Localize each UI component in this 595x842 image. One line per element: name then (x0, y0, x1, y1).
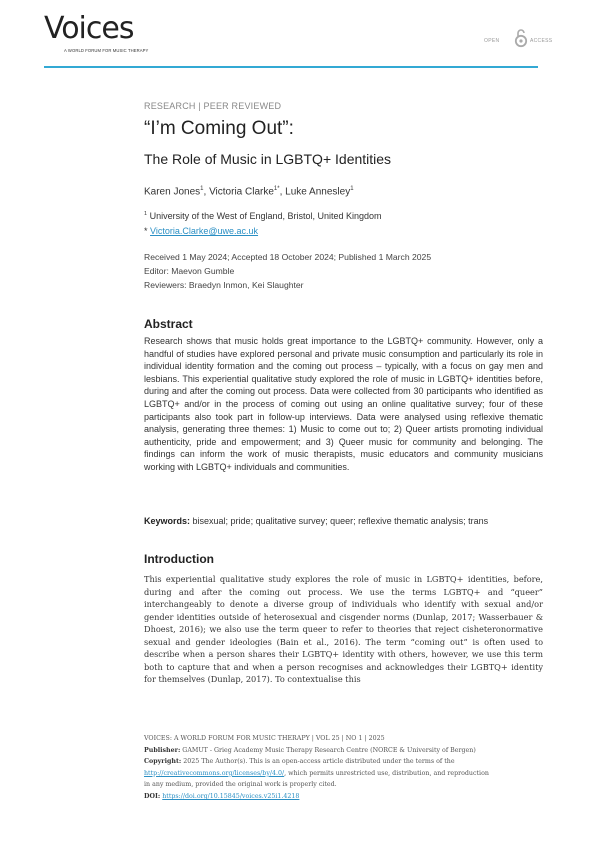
open-access-label-right: ACCESS (530, 38, 553, 44)
article-dates: Received 1 May 2024; Accepted 18 October 2024; Published 1 March 2025 (144, 252, 432, 262)
author-affiliation-mark: 1 (200, 186, 204, 192)
corresponding-email (144, 226, 258, 236)
page-footer (144, 733, 544, 803)
journal-logo: Voices (44, 11, 134, 46)
keywords-label: Keywords: (144, 516, 191, 526)
author-list (144, 186, 354, 197)
keywords (144, 516, 488, 526)
email-link[interactable]: Victoria.Clarke@uwe.ac.uk (150, 226, 259, 236)
footer-publisher (144, 745, 544, 757)
open-access-label-left: OPEN (484, 38, 500, 44)
copyright-text: 2025 The Author(s). This is an open-access article distributed under the terms of the (183, 758, 455, 766)
footer-journal-line: VOICES: A WORLD FORUM FOR MUSIC THERAPY | VOL 25 | NO 1 | 2025 (144, 735, 385, 742)
article-type: RESEARCH | PEER REVIEWED (144, 101, 282, 111)
keywords-text: bisexual; pride; qualitative survey; queer; reflexive thematic analysis; trans (192, 516, 489, 526)
license-link[interactable]: http://creativecommons.org/licenses/by/4.0/ (144, 769, 285, 777)
copyright-label: Copyright: (144, 758, 182, 766)
footer-license (144, 768, 544, 780)
author-affiliation-mark: 1 (350, 186, 354, 192)
affiliation-text: University of the West of England, Bristol, United Kingdom (149, 211, 382, 221)
license-text: , which permits unrestricted use, distribution, and reproduction (284, 769, 489, 777)
abstract-text: Research shows that music holds great importance to the LGBTQ+ community. However, only a handful of studies have explored personal and private music consumption and particularly its role in individual identity formation and the coming out process – typically, with a focus on gay men and lesbians. This experiential qualitative study explored the role of music in LGBTQ+ identities before, during and after the coming out process. Data were collected from 30 participants who identified as LGBTQ+ and/or in the process of coming out using an online qualitative survey; four of these participants also took part in follow-up interviews. Data were analysed using reflexive thematic analysis, generating three themes: 1) Music to come out to; 2) Queer artists promoting individual authenticity, pride and empowerment; and 3) Queer music for community and belonging. The findings can inform the work of music therapists, music educators and community musicians working with LGBTQ+ individuals and communities. (144, 336, 543, 472)
introduction-text: This experiential qualitative study explores the role of music in LGBTQ+ identities, before, during and after the coming out process. We use the terms LGBTQ+ and “queer” interchangeably to denote a diverse group of individuals who identify with sexual and/or gender identities outside of heterosexual and cisgender norms (Dunlap, 2017; Wasserbauer & Dhoest, 2016); we also use the term queer to refer to theories that reject cisheteronormative sexual and gender ideologies (Bain et al., 2016). The term “coming out” is often used to describe when a person shares their LGBTQ+ identity with others, however, we use this term both to capture that and when a person recognises and acknowledges their LGBTQ+ identity for themselves (Dunlap, 2017). To contextualise this (144, 574, 543, 685)
author-name: Karen Jones (144, 186, 201, 198)
introduction-heading: Introduction (144, 552, 214, 566)
journal-logo-subtitle: A WORLD FORUM FOR MUSIC THERAPY (64, 48, 149, 53)
author-name: Victoria Clarke (209, 186, 274, 198)
doi-link[interactable]: https://doi.org/10.15845/voices.v25i1.4218 (162, 792, 300, 800)
header-divider (44, 66, 538, 68)
footer-copyright (144, 756, 544, 768)
footer-license-cont: in any medium, provided the original work is properly cited. (144, 781, 337, 789)
open-access-lock-icon (513, 28, 529, 48)
email-marker: * (144, 226, 148, 236)
article-reviewers: Reviewers: Braedyn Inmon, Kei Slaughter (144, 280, 304, 290)
doi-label: DOI: (144, 792, 161, 800)
publisher-label: Publisher: (144, 746, 181, 754)
publisher-text: GAMUT - Grieg Academy Music Therapy Research Centre (NORCE & University of Bergen) (182, 746, 476, 754)
author-affiliation-mark: 1* (273, 186, 280, 192)
article-title: “I’m Coming Out”: (144, 118, 294, 139)
article-editor: Editor: Maevon Gumble (144, 266, 235, 276)
abstract-heading: Abstract (144, 317, 193, 331)
affiliation (144, 211, 382, 221)
article-subtitle: The Role of Music in LGBTQ+ Identities (144, 151, 392, 167)
author-name: Luke Annesley (285, 186, 351, 198)
footer-doi (144, 791, 544, 803)
affiliation-mark: 1 (144, 211, 148, 217)
open-access-badge (484, 28, 556, 48)
author-separator: , (279, 186, 286, 198)
author-separator: , (203, 186, 210, 198)
